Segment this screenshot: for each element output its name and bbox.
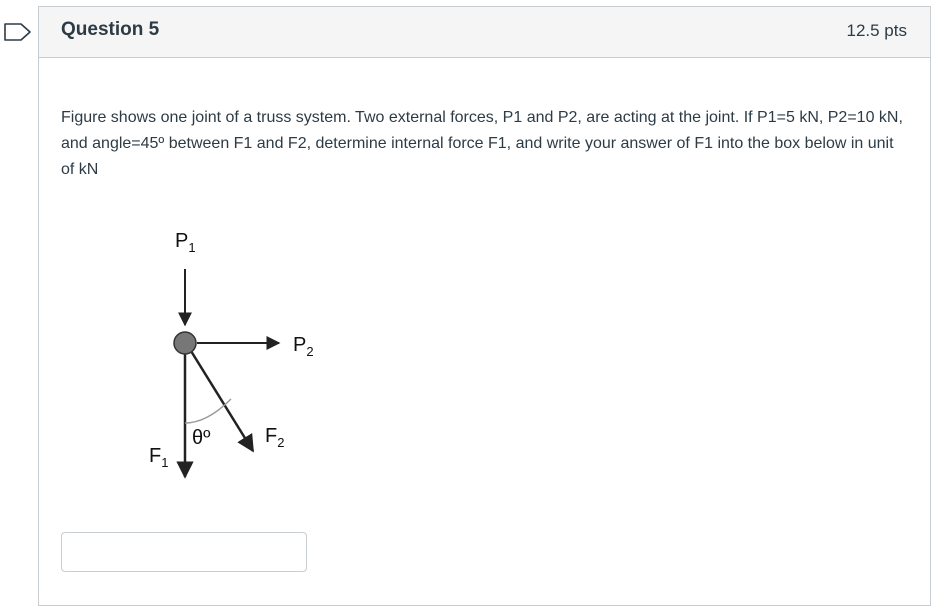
answer-input[interactable] [61,532,307,572]
joint-node [174,332,196,354]
question-points: 12.5 pts [846,21,907,40]
question-title: Question 5 [61,19,160,40]
question-text: Figure shows one joint of a truss system. Two external forces, P1 and P2, are acting at the joint. If P1=5 kN, P2=10 kN, and angle=45º between F1 and F2, determine internal force F1, and write your answer of F1 into the box below in unit of kN [61,109,903,178]
question-card [38,6,931,606]
truss-joint-figure [129,217,314,487]
question-header [39,7,930,58]
p1-label: $P_1$ [175,230,196,255]
angle-label: θº [192,427,211,449]
p2-label: $P_2$ [293,334,314,359]
f1-label: $F_1$ [149,445,169,470]
flag-icon[interactable] [3,23,33,41]
f2-label: $F_2$ [265,425,285,450]
